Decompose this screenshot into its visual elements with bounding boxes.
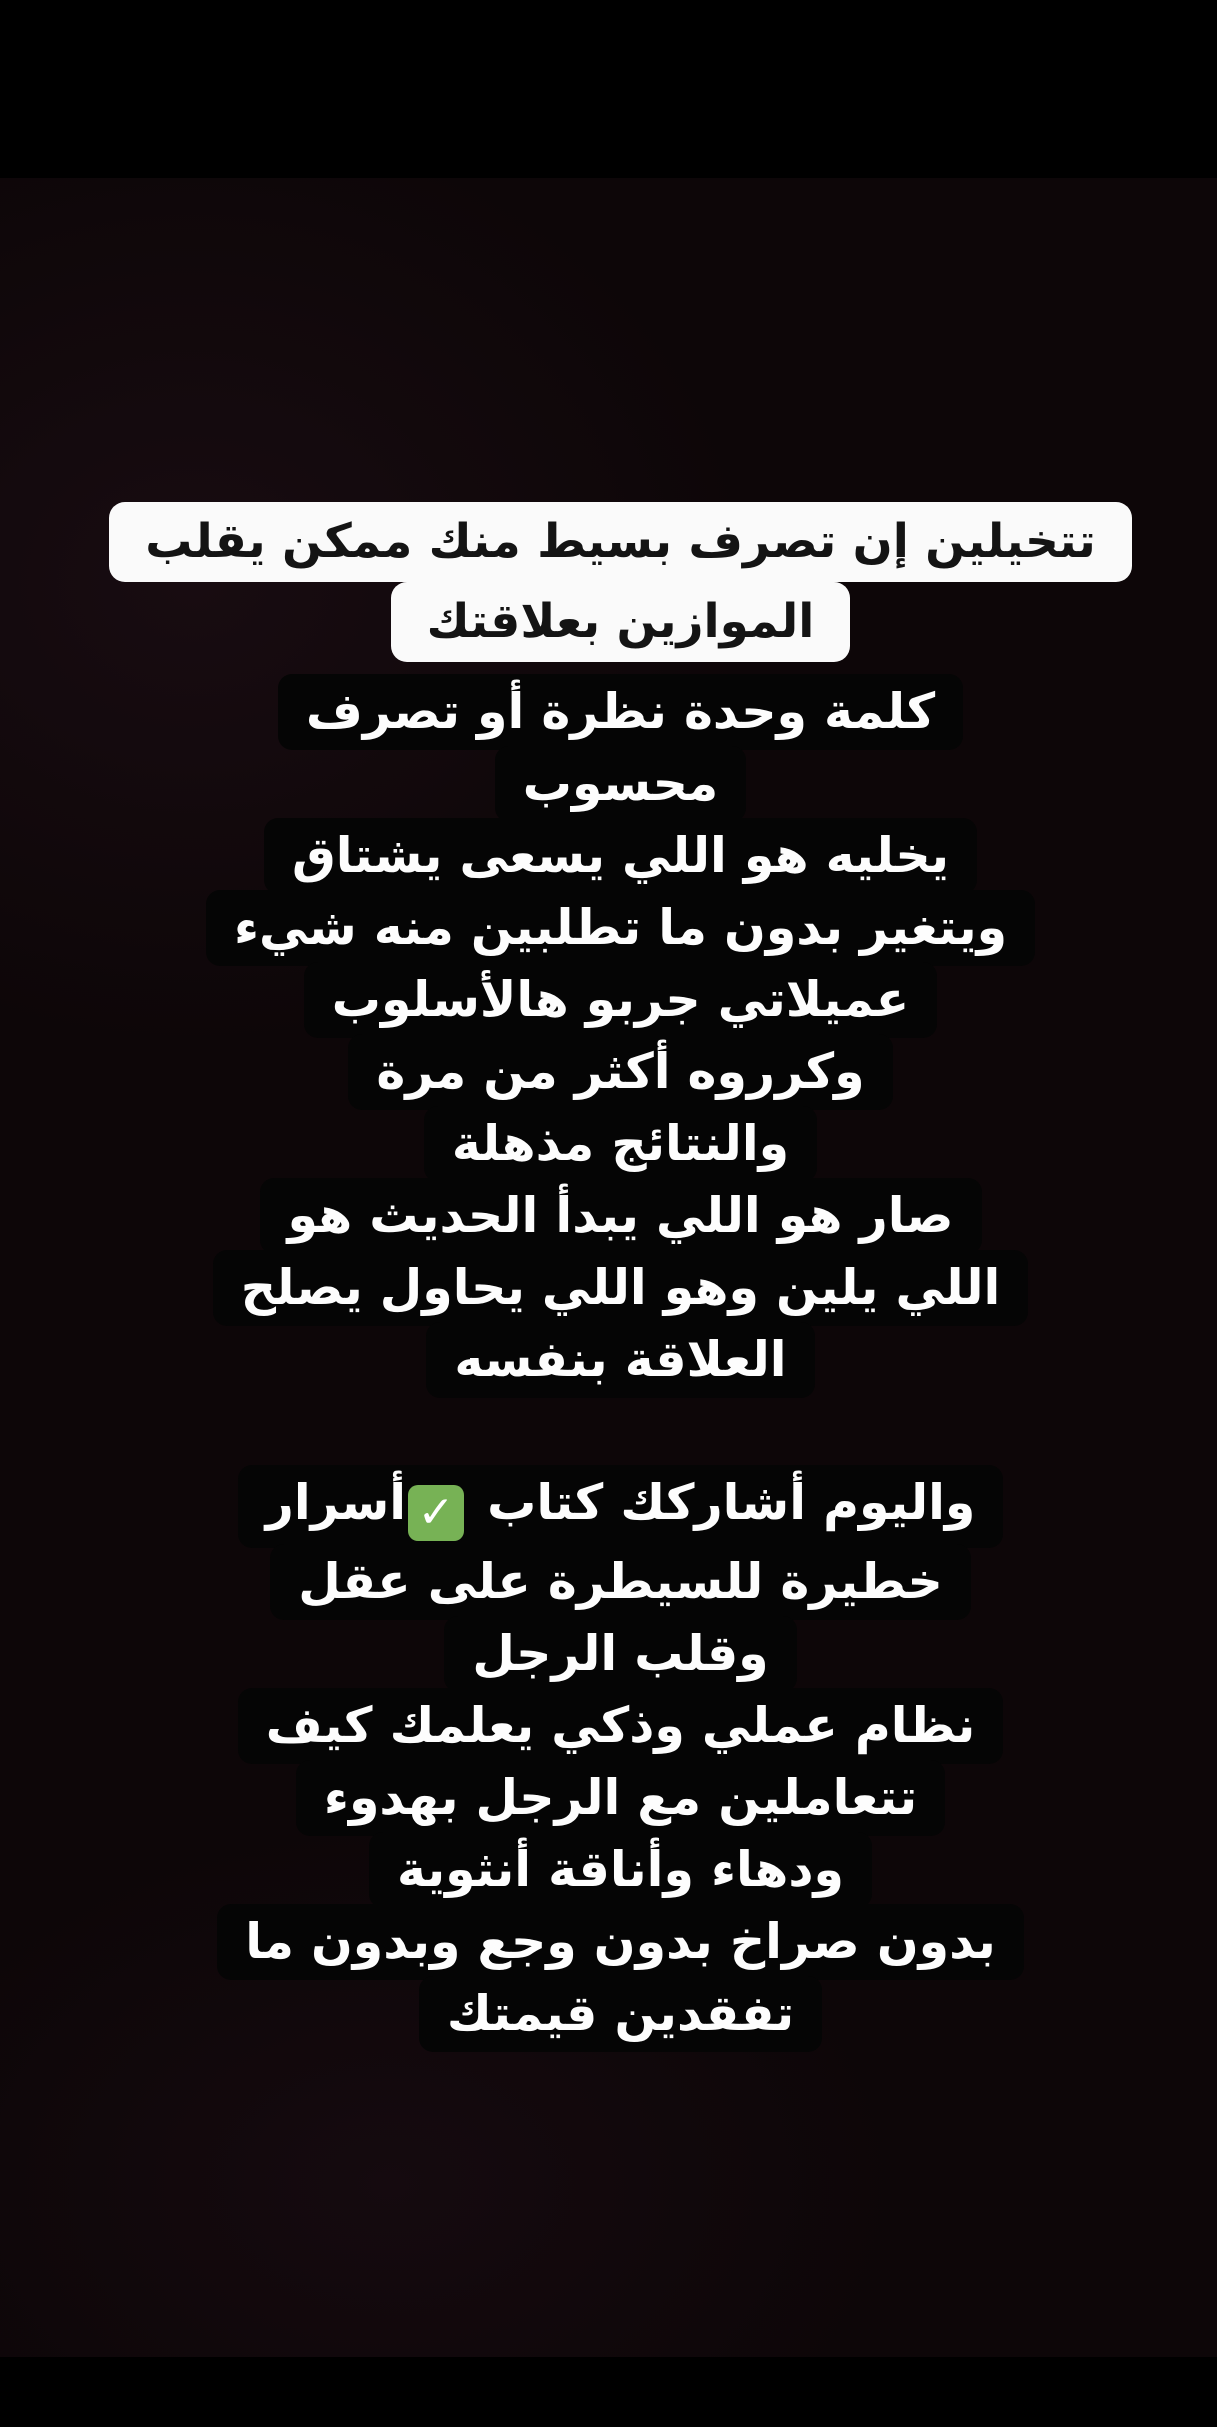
body-line: وكرروه أكثر من مرة [348, 1034, 892, 1110]
body-line: عميلاتي جربو هالأسلوب [304, 962, 938, 1038]
body-line: تتعاملين مع الرجل بهدوء [296, 1760, 945, 1836]
body-line: خطيرة للسيطرة على عقل [270, 1544, 971, 1620]
body-line: كلمة وحدة نظرة أو تصرف [278, 674, 963, 750]
top-letterbox-band [0, 0, 1217, 178]
paragraph [12, 1465, 1217, 2052]
body-line: ودهاء وأناقة أنثوية [369, 1832, 872, 1908]
body-line: وقلب الرجل [444, 1616, 796, 1692]
headline-sticker [12, 502, 1217, 662]
body-line [238, 1465, 1004, 1548]
body-line: والنتائج مذهلة [424, 1106, 817, 1182]
headline-line: تتخيلين إن تصرف بسيط منك ممكن يقلب [109, 502, 1131, 582]
body-line: بدون صراخ بدون وجع وبدون ما [217, 1904, 1024, 1980]
text-segment: واليوم أشاركك كتاب [470, 1474, 976, 1531]
body-line: محسوب [495, 746, 746, 822]
headline-line: الموازين بعلاقتك [391, 582, 851, 662]
check-glyph: ✓ [417, 1487, 455, 1538]
paragraph [12, 674, 1217, 1398]
body-line: ويتغير بدون ما تطلبين منه شيء [206, 890, 1035, 966]
body-line: يخليه هو اللي يسعى يشتاق [264, 818, 977, 894]
check-mark-icon [408, 1485, 464, 1541]
body-line: العلاقة بنفسه [426, 1322, 814, 1398]
body-line: صار هو اللي يبدأ الحديث هو [260, 1178, 982, 1254]
body-text-block [12, 674, 1217, 2052]
story-content [12, 502, 1217, 2052]
body-line: تفقدين قيمتك [419, 1976, 822, 2052]
bottom-letterbox-band [0, 2357, 1217, 2427]
body-line: اللي يلين وهو اللي يحاول يصلح [213, 1250, 1029, 1326]
body-line: نظام عملي وذكي يعلمك كيف [238, 1688, 1004, 1764]
text-segment: أسرار [265, 1474, 407, 1531]
